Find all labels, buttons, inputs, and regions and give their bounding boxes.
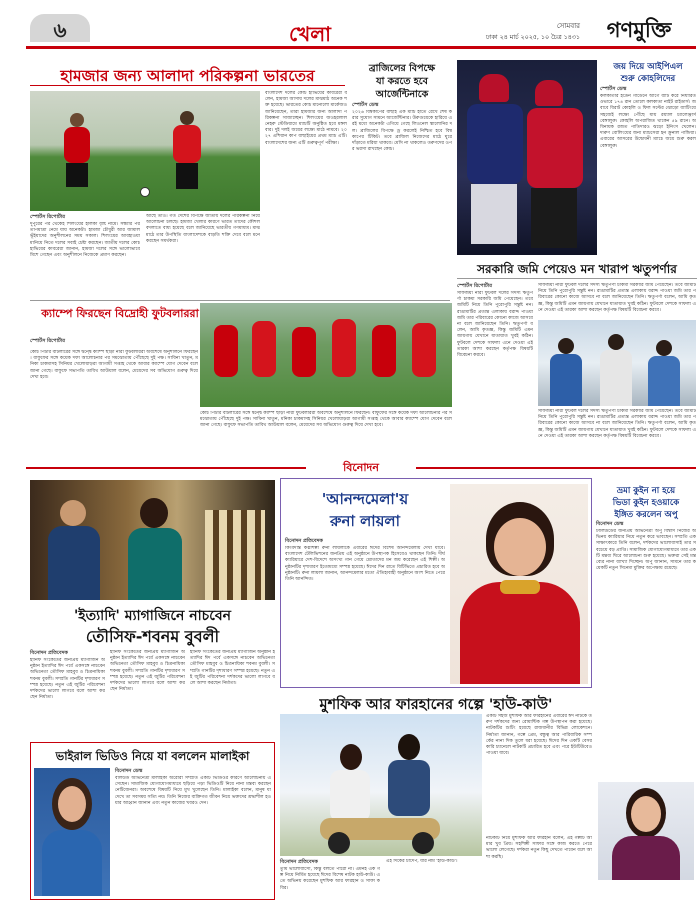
apu-body: ঢালিউডের জনপ্রিয় অভিনেত্রী অপু বিশ্বাস নিজের অভিনয় ক্যারিয়ার নিয়ে নতুন করে ভাবছেন। সম্প্রতি এক সাক্ষাৎকারে তিনি বলেন, দর্শকদের ভালোবাসাই তার সবচেয়ে বড় প্রাপ্তি। সামাজিক যোগাযোগমাধ্যমে তার একটি মন্তব্য ঘিরে আলোচনা শুরু হয়েছে। ভক্তরা সেই মন্তব্যের নানা ব্যাখ্যা দিচ্ছেন। অপু জানান, সামনে তার কয়েকটি নতুন সিনেমা মুক্তির অপেক্ষায় রয়েছে। <box>596 529 696 572</box>
apu-headline-2: ভিডা কুইন হওয়াকে <box>612 498 680 508</box>
mushfiq-body-3: নাটকটি নিয়ে মুশফিক আর ফারহান বলেন, এই গল্পটি আমার খুব প্রিয়। সহশিল্পী সাফার সঙ্গে কাজ করতে পেরে ভালো লেগেছে। দর্শকরা নতুন কিছু দেখতে পাবেন বলে আশা করছি। <box>486 836 592 860</box>
entertainment-label: বিনোদন <box>343 461 379 474</box>
malaika-photo <box>34 768 110 896</box>
ipl-body: কলকাতার ইডেন গার্ডেনে আগে ব্যাট করে নির্ধারিত ওভারে ১৭৪ রান তোলে কলকাতা নাইট রাইডার্স। জবাবে বিরাট কোহলি ও ফিল সল্টের ঝোড়ো ব্যাটিংয়ে সহজেই লক্ষ্যে পৌঁছে যায় রয়্যাল চ্যালেঞ্জার্স বেঙ্গালুরু। কোহলি অপরাজিত থাকেন ৫৯ রানে। অধিনায়ক রজত পাতিদারও ঝড়ো ইনিংস খেলেন। দারুণ বোলিংয়ের জন্য ম্যাচসেরা হন ক্রুনাল পান্ডিয়া। এবারের আসরের উদ্বোধনী ম্যাচে জয়ে শুরু করল বেঙ্গালুরু। <box>600 94 696 149</box>
hamza-body-1: দুপুরের পর থেকেই শিলংয়ের হালকা বৃষ্টি নামে। সন্ধ্যার পর তাপমাত্রা নেমে যায় অনেকটা। হামজা চৌধুরী আর জামাল ভূঁইয়াদের অনুশীলনের সময় সকাল। শিলংয়ের আবহাওয়া মানিয়ে নিতে দলের সবাই চেষ্টা করছেন। জাতীয় দলের কোচ হাভিয়ের কাবরেরা জানান, হামজা দলের সঙ্গে ভালোভাবে মিশে গেছেন এবং অনুশীলনে নিজেকে প্রমাণ করছেন। <box>30 222 140 259</box>
land-body-2: সাফজয়ী নারী ফুটবল দলের সদস্য ঋতুপর্ণা চাকমা সরকারি জমি পেয়েছেন। তবে জমিটি নিয়ে তিনি পুরোপুরি সন্তুষ্ট নন। রাঙামাটির প্রত্যন্ত এলাকায় বরাদ্দ পাওয়া জমি তার পরিবারের কোনো কাজে আসবে না বলে জানিয়েছেন তিনি। ঋতুপর্ণা বলেন, আমি কৃতজ্ঞ, কিন্তু জমিটি এমন জায়গায় যেখানে যাতায়াত খুবই কঠিন। ফুটবলে দেশকে সাফল্য এনে দেওয়া এই তারকা আশা করছেন কর্তৃপক্ষ বিষয়টি বিবেচনা করবে। <box>538 283 696 313</box>
rebels-headline: ক্যাম্পে ফিরছেন বিদ্রোহী ফুটবলাররা <box>41 307 199 320</box>
runa-headline-2: রুনা লায়লা <box>330 512 400 530</box>
mushfiq-caption: এই দিকের চাঁদেপ, যার নাম 'হাউ-কাউ'। <box>386 859 458 864</box>
rebels-byline: স্পোর্টস রিপোর্টার <box>30 338 65 344</box>
section-label: খেলা <box>289 22 331 46</box>
rebels-body: কোচ পিটার বাটলারের সঙ্গে দ্বন্দ্বে ক্যাম্প ছাড়া নারী ফুটবলাররা অবশেষে অনুশীলনে ফিরছেন। বাফুফের সঙ্গে কয়েক দফা আলোচনার পর সমঝোতায় পৌঁছেছে দুই পক্ষ। সাবিনা খাতুন, মনিকা চাকমাসহ সিনিয়র খেলোয়াড়রা আগামী সপ্তাহ থেকে আবার ক্যাম্পে যোগ দেবেন বলে জানা গেছে। বাফুফে সভাপতি তাবিথ আউয়াল বলেন, মেয়েদের সব অভিযোগ গুরুত্ব দিয়ে দেখা হবে। <box>30 350 198 380</box>
issue-day: সোমবার <box>556 22 580 30</box>
paper-logo: গণমুক্তি <box>606 18 672 42</box>
mushfiq-body-2: একটি সহজ মুশফিক আর ফারহানের এবারের ঈদ নাটকে তরুণ দর্শকদের জন্য রোমান্টিক গল্প উপস্থাপন করা হয়েছে। নাটকটির শুটিং হয়েছে রাজধানীর বিভিন্ন লোকেশনে। নির্মাতা জানান, গল্পে প্রেম, বন্ধুত্ব আর পারিবারিক সম্পর্কের নানা দিক তুলে ধরা হয়েছে। ঈদের দিন একটি বেসরকারি চ্যানেলে নাটকটি প্রচারিত হবে এবং পরে ইউটিউবেও পাওয়া যাবে। <box>486 714 592 757</box>
mushfiq-byline: বিনোদন প্রতিবেদক <box>280 859 318 865</box>
mushfiq-headline: মুশফিক আর ফারহানের গল্পে 'হাউ-কাউ' <box>319 697 553 713</box>
hamza-headline: হামজার জন্য আলাদা পরিকল্পনা ভারতের <box>60 67 315 85</box>
masthead <box>0 0 700 56</box>
argentina-headline-2: যা করতে হবে <box>376 76 428 87</box>
apu-headline-3: ইঙ্গিত করলেন অপু <box>614 510 678 520</box>
ipl-byline: স্পোর্টস ডেস্ক <box>600 86 627 92</box>
land-photo <box>538 320 696 406</box>
apu-byline: বিনোদন ডেস্ক <box>596 521 624 527</box>
ityadi-body-2: হানিফ সংকেতের জনপ্রিয় ম্যাগাজিন অনুষ্ঠান ইত্যাদির ঈদ পর্বে একসঙ্গে নাচবেন অভিনেতা তৌসিফ মাহবুব ও চিত্রনায়িকা শবনম বুবলী। সম্প্রতি গানটির দৃশ্যধারণ সম্পন্ন হয়েছে। নতুন এই জুটির পরিবেশনা দর্শকদের ভালো লাগবে বলে আশা করছেন নির্মাতা। <box>110 650 185 693</box>
apu-photo <box>598 782 694 880</box>
entertainment-banner <box>26 462 696 474</box>
land-body-3: সাফজয়ী নারী ফুটবল দলের সদস্য ঋতুপর্ণা চাকমা সরকারি জমি পেয়েছেন। তবে জমিটি নিয়ে তিনি পুরোপুরি সন্তুষ্ট নন। রাঙামাটির প্রত্যন্ত এলাকায় বরাদ্দ পাওয়া জমি তার পরিবারের কোনো কাজে আসবে না বলে জানিয়েছেন তিনি। ঋতুপর্ণা বলেন, আমি কৃতজ্ঞ, কিন্তু জমিটি এমন জায়গায় যেখানে যাতায়াত খুবই কঠিন। ফুটবলে দেশকে সাফল্য এনে দেওয়া এই তারকা আশা করছেন কর্তৃপক্ষ বিষয়টি বিবেচনা করবে। <box>538 409 696 439</box>
ipl-headline-2: শুরু কোহলিদের <box>620 74 676 84</box>
runa-photo <box>450 484 588 684</box>
ityadi-headline-2: তৌসিফ-শবনম বুবলী <box>85 627 220 646</box>
argentina-byline: স্পোর্টস ডেস্ক <box>352 102 379 108</box>
hamza-body-2: আছে তাও। গত দেশের বিপক্ষে জাতীয় দলের পরিকল্পনা নিয়ে আলোচনা চলছে। হামজা খেলার কারণে ভারত তাদের কৌশল বদলাতে বাধ্য হয়েছে বলে জানিয়েছে ভারতীয় গণমাধ্যম। মাঝমাঠে তার উপস্থিতি বাংলাদেশকে বাড়তি শক্তি দেবে বলে মনে করছেন সমর্থকরা। <box>146 214 260 244</box>
hamza-training-photo <box>30 91 260 211</box>
runa-body: কিংবদন্তি কণ্ঠশিল্পী রুনা লায়লাকে এবারের ঈদের বিশেষ আনন্দমেলায় দেখা যাবে। বাংলাদেশ টেলিভিশনের জনপ্রিয় এই অনুষ্ঠানে উপস্থাপক হিসেবেও থাকছেন তিনি। দীর্ঘ ক্যারিয়ারে দেশ-বিদেশে অসংখ্য গান গেয়ে শ্রোতাদের মন জয় করেছেন এই শিল্পী। অনুষ্ঠানটির দৃশ্যধারণ ইতোমধ্যে সম্পন্ন হয়েছে। ঈদের দিন রাতে বিটিভিতে প্রচারিত হবে অনুষ্ঠানটি। রুনা লায়লা জানান, আনন্দমেলার মতো ঐতিহ্যবাহী অনুষ্ঠানে অংশ নিতে পেরে তিনি আনন্দিত। <box>285 546 445 583</box>
malaika-byline: বিনোদন ডেস্ক <box>115 768 143 774</box>
runa-byline: বিনোদন প্রতিবেদক <box>285 538 323 544</box>
ipl-headline-1: জয় দিয়ে আইপিএল <box>613 62 683 72</box>
hamza-byline: স্পোর্টস রিপোর্টার <box>30 214 65 220</box>
hamza-body-3: বাংলাদেশ দলের কোচ হাভিয়ের কাবরেরা বলেন, হামজা আসায় দলের মাঝমাঠ অনেক শক্ত হয়েছে। ভারতের কোচ মানোলো মার্কেজও জানিয়েছেন, তারা হামজার জন্য আলাদা পরিকল্পনা সাজাচ্ছেন। শিলংয়ের জওহরলাল নেহরু স্টেডিয়ামে ম্যাচটি অনুষ্ঠিত হবে মঙ্গলবার। দুই দলই জয়ের লক্ষ্যে মাঠে নামবে। ২০২৭ এশিয়ান কাপ বাছাইয়ের প্রথম ম্যাচ এটি। বাংলাদেশের জন্য এটি গুরুত্বপূর্ণ পরীক্ষা। <box>265 91 347 146</box>
hamza-rule <box>30 85 345 86</box>
masthead-rule <box>26 46 696 49</box>
land-rule <box>457 278 697 279</box>
mushfiq-body-1: তুমি ভালোবাসো, কিন্তু বলতে পারো না। এমনই এক গল্প নিয়ে নির্মিত হয়েছে ঈদের বিশেষ নাটক হাউ-কাউ। এতে অভিনয় করেছেন মুশফিক আর ফারহান ও সাফা কবির। <box>280 867 380 891</box>
land-headline: সরকারি জমি পেয়েও মন খারাপ ঋতুপর্ণার <box>477 262 677 276</box>
apu-headline-1: ভ্রমা কুইন না হয়ে <box>616 486 676 496</box>
ityadi-byline: বিনোদন প্রতিবেদক <box>30 650 68 656</box>
issue-date: ঢাকা ২৪ মার্চ ২০২৫, ১০ চৈত্র ১৪৩১ <box>485 34 580 41</box>
ityadi-headline-1: 'ইত্যাদি' ম্যাগাজিনে নাচবেন <box>74 608 231 624</box>
rebels-body-2: কোচ পিটার বাটলারের সঙ্গে দ্বন্দ্বে ক্যাম্প ছাড়া নারী ফুটবলাররা অবশেষে অনুশীলনে ফিরছেন। বাফুফের সঙ্গে কয়েক দফা আলোচনার পর সমঝোতায় পৌঁছেছে দুই পক্ষ। সাবিনা খাতুন, মনিকা চাকমাসহ সিনিয়র খেলোয়াড়রা আগামী সপ্তাহ থেকে আবার ক্যাম্পে যোগ দেবেন বলে জানা গেছে। বাফুফে সভাপতি তাবিথ আউয়াল বলেন, মেয়েদের সব অভিযোগ গুরুত্ব দিয়ে দেখা হবে। <box>200 411 452 429</box>
ityadi-body-3: হানিফ সংকেতের জনপ্রিয় ম্যাগাজিন অনুষ্ঠান ইত্যাদির ঈদ পর্বে একসঙ্গে নাচবেন অভিনেতা তৌসিফ মাহবুব ও চিত্রনায়িকা শবনম বুবলী। সম্প্রতি গানটির দৃশ্যধারণ সম্পন্ন হয়েছে। নতুন এই জুটির পরিবেশনা দর্শকদের ভালো লাগবে বলে আশা করছেন নির্মাতা। <box>190 650 275 687</box>
mushfiq-photo <box>280 714 482 856</box>
argentina-headline-3: আর্জেন্টিনাকে <box>375 89 429 100</box>
argentina-body: ২০২৬ বিশ্বকাপের বাছাই এক ম্যাচ হাতে রেখে শেষ করার সুযোগ সামনে আর্জেন্টিনার। উরুগুয়েকে হারিয়ে এরই মধ্যে অনেকটা এগিয়ে গেছে লিওনেল স্কালোনির দল। ব্রাজিলের বিপক্ষে ড্র করলেই নিশ্চিত হবে বিশ্বকাপের টিকিট। তবে ব্রাজিল নিজেদের মাঠে ঘুরে দাঁড়াতে মরিয়া থাকবে। মেসি না থাকলেও তরুণদের ওপর ভরসা রাখছেন কোচ। <box>352 110 452 153</box>
ityadi-photo <box>30 480 275 600</box>
page-number: ৬ <box>53 18 67 42</box>
land-body-1: সাফজয়ী নারী ফুটবল দলের সদস্য ঋতুপর্ণা চাকমা সরকারি জমি পেয়েছেন। তবে জমিটি নিয়ে তিনি পুরোপুরি সন্তুষ্ট নন। রাঙামাটির প্রত্যন্ত এলাকায় বরাদ্দ পাওয়া জমি তার পরিবারের কোনো কাজে আসবে না বলে জানিয়েছেন তিনি। ঋতুপর্ণা বলেন, আমি কৃতজ্ঞ, কিন্তু জমিটি এমন জায়গায় যেখানে যাতায়াত খুবই কঠিন। ফুটবলে দেশকে সাফল্য এনে দেওয়া এই তারকা আশা করছেন কর্তৃপক্ষ বিষয়টি বিবেচনা করবে। <box>457 291 533 359</box>
malaika-body: বলিউড অভিনেত্রী মালাইকা অরোরা সম্প্রতি একটি ভিডিওর কারণে আলোচনায় এসেছেন। সামাজিক যোগাযোগমাধ্যমে ছড়িয়ে পড়া ভিডিওটি নিয়ে নানা মন্তব্য করছেন নেটিজেনরা। অবশেষে বিষয়টি নিয়ে মুখ খুলেছেন তিনি। মালাইকা বলেন, মানুষ যা দেখে তা সবসময় সত্যি নয়। তিনি নিজের ব্যক্তিগত জীবন নিয়ে ভক্তদের শ্রদ্ধাশীল হওয়ার আহ্বান জানান এবং নতুন কাজের খবরও দেন। <box>115 776 271 806</box>
runa-headline-1: 'আনন্দমেলা'য় <box>321 490 409 508</box>
rebels-top-rule <box>30 300 450 301</box>
malaika-headline: ভাইরাল ভিডিও নিয়ে যা বললেন মালাইকা <box>55 749 250 763</box>
ityadi-body-1: হানিফ সংকেতের জনপ্রিয় ম্যাগাজিন অনুষ্ঠান ইত্যাদির ঈদ পর্বে একসঙ্গে নাচবেন অভিনেতা তৌসিফ মাহবুব ও চিত্রনায়িকা শবনম বুবলী। সম্প্রতি গানটির দৃশ্যধারণ সম্পন্ন হয়েছে। নতুন এই জুটির পরিবেশনা দর্শকদের ভালো লাগবে বলে আশা করছেন নির্মাতা। <box>30 658 105 701</box>
rebels-team-photo <box>200 303 452 407</box>
ipl-photo <box>457 60 597 255</box>
argentina-headline-1: ব্রাজিলের বিপক্ষে <box>368 63 436 74</box>
land-byline: স্পোর্টস রিপোর্টার <box>457 283 492 289</box>
